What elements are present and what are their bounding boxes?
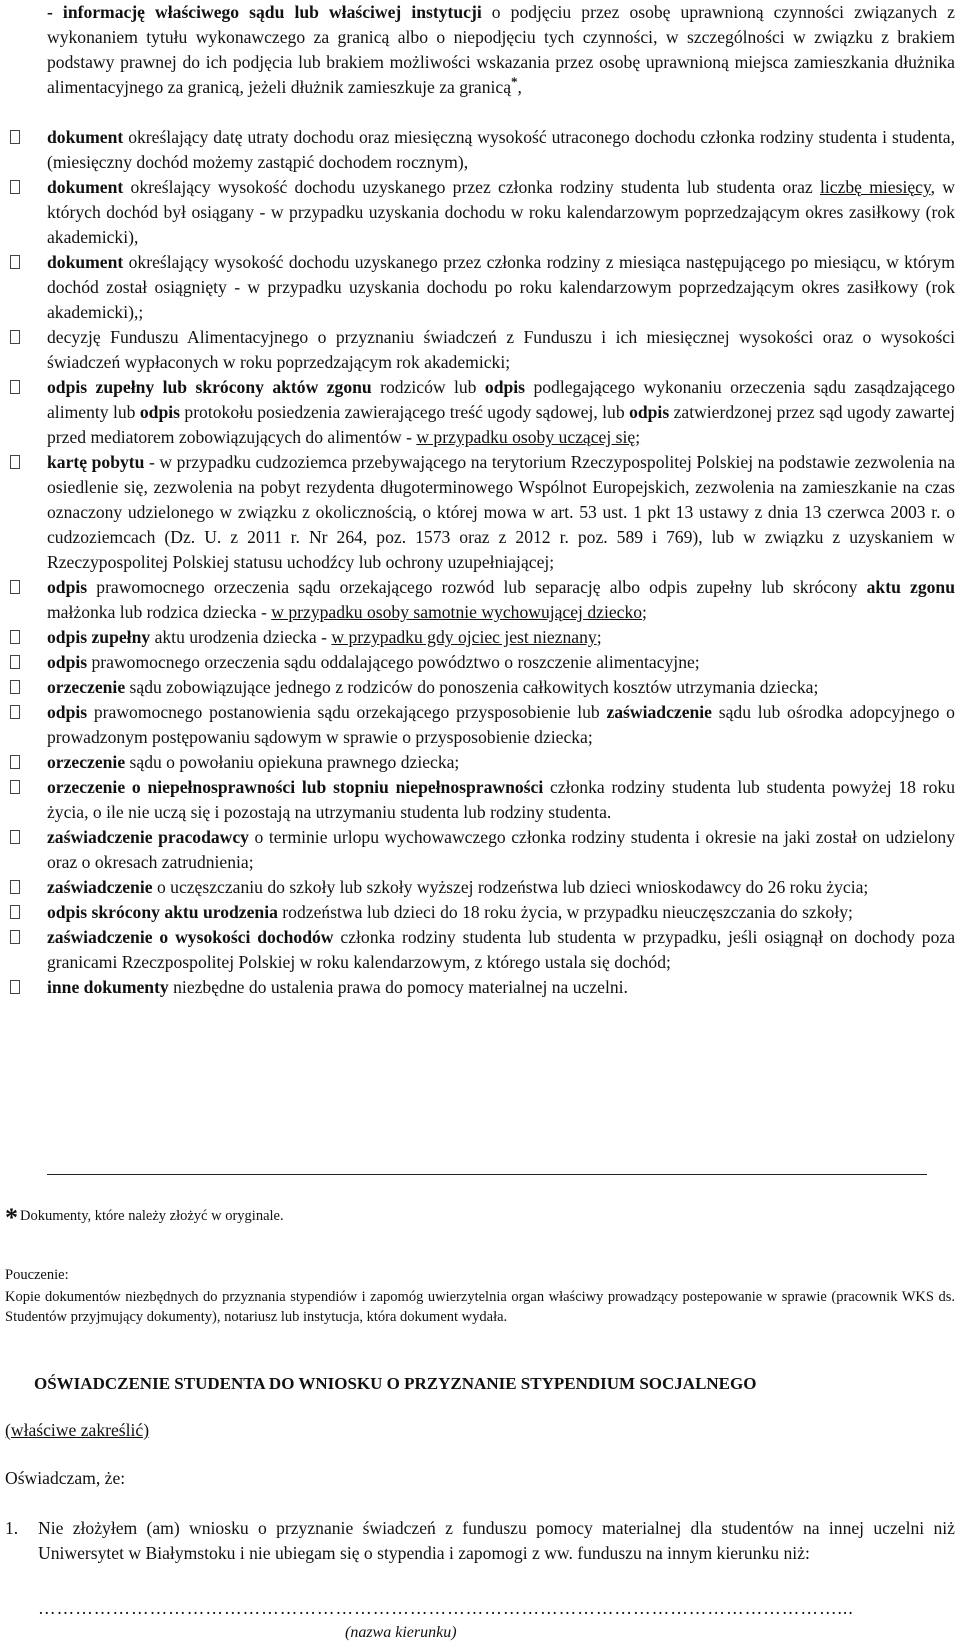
item-number: 1. xyxy=(5,1518,19,1538)
list-item xyxy=(0,325,955,375)
item-text: protokołu posiedzenia zawierającego treść ugody sądowej, lub xyxy=(179,402,630,422)
checkbox-icon[interactable] xyxy=(10,680,20,694)
intro-tail: , xyxy=(517,77,522,97)
checkbox-icon[interactable] xyxy=(10,780,20,794)
item-underline: w przypadku gdy ojciec jest nieznany xyxy=(331,627,597,647)
list-item xyxy=(0,650,955,675)
checkbox-icon[interactable] xyxy=(10,930,20,944)
item-text: sądu lub ośrodka adopcyjnego o prowadzonym postępowaniu sądowym w sprawie o przysposobienie dziecka; xyxy=(47,702,955,747)
item-text: - w przypadku cudzoziemca przebywającego na terytorium Rzeczypospolitej Polskiej na podstawie zezwolenia na osiedlenie się, zezwolenia na pobyt rezydenta długoterminowego Wspólnot Europejskich, zezwolenia na zamieszkanie na czas oznaczony udzielonego w związku z okolicznością, o której mowa w art. 53 ust. 1 pkt 13 ustawy z dnia 13 czerwca 2003 r. o cudzoziemcach (Dz. U. z 2011 r. Nr 264, poz. 1573 oraz z 2012 r. poz. 589 i 769), lub w związku z uzyskaniem w Rzeczypospolitej Polskiej statusu uchodźcy lub ochrony uzupełniającej; xyxy=(47,452,956,572)
checkbox-icon[interactable] xyxy=(10,655,20,669)
declaration-item-1 xyxy=(5,1516,955,1566)
item-text: Nie złożyłem (am) wniosku o przyznanie świadczeń z funduszu pomocy materialnej dla studentów na innej uczelni niż Uniwersytet w Białymstoku i nie ubiegam się o stypendia i zapomogi z ww. funduszu na innym kierunku niż: xyxy=(38,1518,955,1563)
item-bold: odpis xyxy=(47,702,88,722)
item-bold: dokument xyxy=(47,177,124,197)
list-item xyxy=(0,250,955,325)
checkbox-icon[interactable] xyxy=(10,330,20,344)
item-text: rodziców lub xyxy=(371,377,485,397)
item-bold: kartę pobytu xyxy=(47,452,145,472)
footnote-divider xyxy=(47,1174,927,1175)
item-text: zatwierdzonej przez sąd ugody zawartej przed mediatorem zobowiązujących do alimentów - xyxy=(47,402,955,447)
item-bold: dokument xyxy=(47,127,124,147)
footnote-star-marker: * xyxy=(511,74,518,90)
item-bold: zaświadczenie o wysokości dochodów xyxy=(47,927,334,947)
item-text: członka rodziny studenta lub studenta powyżej 18 roku życia, o ile nie uczą się i pozostają na utrzymaniu studenta lub rodziny studenta. xyxy=(47,777,955,822)
footnote-text: Dokumenty, które należy złożyć w oryginale. xyxy=(20,1208,284,1224)
intro-paragraph xyxy=(47,0,955,100)
declaration-intro: Oświadczam, że: xyxy=(5,1468,126,1488)
checkbox-icon[interactable] xyxy=(10,755,20,769)
item-bold: odpis xyxy=(47,652,88,672)
item-text: określający datę utraty dochodu oraz miesięczną wysokość utraconego dochodu członka rodziny studenta i studenta, (miesięczny dochód możemy zastąpić dochodem rocznym), xyxy=(47,127,955,172)
item-bold: zaświadczenie xyxy=(606,702,712,722)
item-bold: odpis zupełny lub skrócony aktów zgonu xyxy=(47,377,372,397)
item-bold: odpis xyxy=(47,577,88,597)
item-text: ; xyxy=(642,602,647,622)
checkbox-icon[interactable] xyxy=(10,380,20,394)
list-item xyxy=(0,575,955,625)
item-bold: odpis xyxy=(484,377,526,397)
list-item xyxy=(0,375,955,450)
item-text: prawomocnego orzeczenia sądu oddalającego powództwo o roszczenie alimentacyjne; xyxy=(87,652,700,672)
intro-text: o podjęciu przez osobę uprawnioną czynności związanych z wykonaniem tytułu wykonawczego za granicą albo o niepodjęciu tych czynności, w szczególności w związku z brakiem podstawy prawnej do ich podjęcia lub brakiem możliwości wskazania przez osobę uprawnioną miejsca zamieszkania dłużnika alimentacyjnego za granicą, jeżeli dłużnik zamieszkuje za granicą xyxy=(47,2,955,97)
list-item xyxy=(0,700,955,750)
item-bold: orzeczenie xyxy=(47,677,126,697)
checkbox-icon[interactable] xyxy=(10,580,20,594)
item-bold: odpis xyxy=(629,402,670,422)
item-text: sądu o powołaniu opiekuna prawnego dziecka; xyxy=(125,752,460,772)
item-text: określający wysokość dochodu uzyskanego przez członka rodziny z miesiąca następującego po miesiącu, w którym dochód został osiągnięty - w przypadku uzyskania dochodu po roku kalendarzowym poprzedzającym okres zasiłkowy (rok akademicki),; xyxy=(47,252,955,322)
fill-in-line[interactable]: …………………………………………………………………………………………………………………... xyxy=(38,1598,854,1618)
item-underline: w przypadku osoby uczącej się; xyxy=(416,427,641,447)
list-item xyxy=(0,900,955,925)
list-item xyxy=(0,175,955,250)
item-text: o terminie urlopu wychowawczego członka rodziny studenta i okresie na jaki został on udzielony oraz o okresach zatrudnienia; xyxy=(47,827,955,872)
checkbox-icon[interactable] xyxy=(10,980,20,994)
item-text: prawomocnego orzeczenia sądu orzekającego rozwód lub separację albo odpis zupełny lub skrócony xyxy=(87,577,867,597)
notice-title: Pouczenie: xyxy=(5,1267,69,1283)
item-text: o uczęszczaniu do szkoły lub szkoły wyższej rodzeństwa lub dzieci wnioskodawcy do 26 roku życia; xyxy=(152,877,869,897)
item-bold: orzeczenie xyxy=(47,752,126,772)
list-item xyxy=(0,125,955,175)
notice-text: Kopie dokumentów niezbędnych do przyznania stypendiów i zapomóg uwierzytelnia organ właściwy prowadzący postepowanie w sprawie (pracownik WKS ds. Studentów przyjmujący dokumenty), notariusz lub instytucja, która dokument wydała. xyxy=(5,1289,955,1325)
item-underline: w przypadku osoby samotnie wychowującej dziecko xyxy=(271,602,643,622)
item-text: aktu urodzenia dziecka - xyxy=(150,627,332,647)
list-item xyxy=(0,450,955,575)
item-underline: liczbę miesięcy xyxy=(819,177,931,197)
item-bold: orzeczenie o niepełnosprawności lub stopniu niepełnosprawności xyxy=(47,777,544,797)
item-bold: inne dokumenty xyxy=(47,977,169,997)
item-bold: zaświadczenie pracodawcy xyxy=(47,827,249,847)
item-text: określający wysokość dochodu uzyskanego przez członka rodziny studenta lub studenta oraz xyxy=(123,177,820,197)
mark-instruction: (właściwe zakreślić) xyxy=(5,1420,150,1440)
item-text: członka rodziny studenta lub studenta w przypadku, jeśli osiągnął on dochody poza granicami Rzeczpospolitej Polskiej w roku kalendarzowym, z którego ustala się dochód; xyxy=(47,927,955,972)
list-item xyxy=(0,925,955,975)
list-item xyxy=(0,625,955,650)
item-text: , w których dochód był osiągany - w przypadku uzyskania dochodu w roku kalendarzowym poprzedzającym okres zasiłkowy (rok akademicki), xyxy=(47,177,955,247)
checkbox-icon[interactable] xyxy=(10,180,20,194)
list-item xyxy=(0,975,955,1000)
document-checklist xyxy=(0,125,960,1000)
checkbox-icon[interactable] xyxy=(10,455,20,469)
intro-bold-lead: - informację właściwego sądu lub właściwej instytucji xyxy=(47,2,482,22)
item-text: rodzeństwa lub dzieci do 18 roku życia, w przypadku nieuczęszczania do szkoły; xyxy=(277,902,853,922)
item-text: decyzję Funduszu Alimentacyjnego o przyznaniu świadczeń z Funduszu i ich miesięcznej wysokości oraz o wysokości świadczeń wypłaconych w roku poprzedzającym rok akademicki; xyxy=(47,327,955,372)
list-item xyxy=(0,775,955,825)
item-text: ; xyxy=(596,627,602,647)
item-bold: odpis xyxy=(139,402,180,422)
item-bold: odpis skrócony aktu urodzenia xyxy=(47,902,278,922)
item-bold: zaświadczenie xyxy=(47,877,153,897)
list-item xyxy=(0,675,955,700)
item-text: małżonka lub rodzica dziecka - xyxy=(47,602,272,622)
checkbox-icon[interactable] xyxy=(10,255,20,269)
list-item xyxy=(0,825,955,875)
checkbox-icon[interactable] xyxy=(10,880,20,894)
list-item xyxy=(0,875,955,900)
item-bold: dokument xyxy=(47,252,124,272)
checkbox-icon[interactable] xyxy=(10,830,20,844)
item-bold: aktu zgonu xyxy=(866,577,955,597)
checkbox-icon[interactable] xyxy=(10,130,20,144)
declaration-heading: OŚWIADCZENIE STUDENTA DO WNIOSKU O PRZYZNANIE STYPENDIUM SOCJALNEGO xyxy=(34,1374,757,1393)
item-bold: odpis zupełny xyxy=(47,627,151,647)
list-item xyxy=(0,750,955,775)
field-caption: (nazwa kierunku) xyxy=(345,1624,457,1641)
checkbox-icon[interactable] xyxy=(10,905,20,919)
item-text: niezbędne do ustalenia prawa do pomocy materialnej na uczelni. xyxy=(168,977,628,997)
item-text: prawomocnego postanowienia sądu orzekającego przysposobienie lub xyxy=(87,702,607,722)
item-text: podlegającego wykonaniu orzeczenia sądu zasądzającego alimenty lub xyxy=(47,377,955,422)
item-text: sądu zobowiązujące jednego z rodziców do ponoszenia całkowitych kosztów utrzymania dziecka; xyxy=(125,677,819,697)
footnote xyxy=(5,1197,945,1232)
checkbox-icon[interactable] xyxy=(10,630,20,644)
checkbox-icon[interactable] xyxy=(10,705,20,719)
footnote-star: * xyxy=(5,1203,18,1232)
